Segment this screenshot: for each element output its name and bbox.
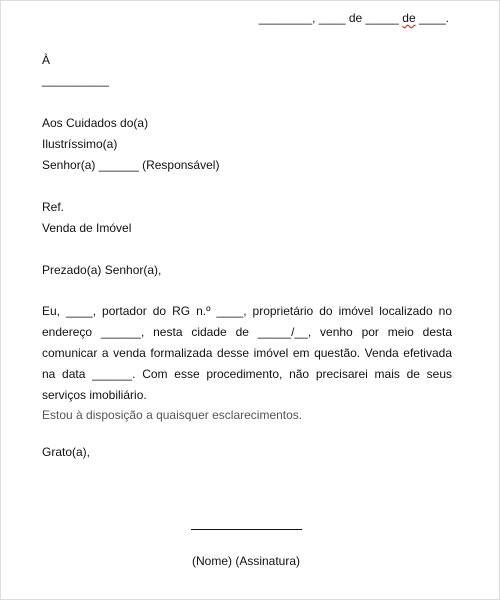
recipient-to: À bbox=[42, 53, 51, 67]
salutation: Prezado(a) Senhor(a), bbox=[42, 263, 162, 277]
signature-line bbox=[191, 529, 302, 530]
attention-line-1: Aos Cuidados do(a) bbox=[42, 116, 149, 130]
signature-label: (Nome) (Assinatura) bbox=[191, 554, 301, 568]
date-word-de-1: de bbox=[348, 11, 363, 25]
date-blank-day: ________ bbox=[258, 11, 313, 25]
date-word-de-2: de bbox=[402, 11, 416, 25]
reference-label: Ref. bbox=[42, 200, 65, 214]
date-blank-2: ____ bbox=[318, 11, 346, 25]
date-blank-year: ____. bbox=[418, 11, 449, 25]
date-line: ________, ____ de _____ de ____. bbox=[258, 11, 449, 25]
attention-line-3: Senhor(a) ______ (Responsável) bbox=[42, 158, 220, 172]
attention-line-2: Ilustríssimo(a) bbox=[42, 137, 118, 151]
recipient-name-blank: __________ bbox=[42, 73, 109, 87]
availability-sentence: Estou à disposição a quaisquer esclarecimentos. bbox=[42, 408, 303, 422]
closing: Grato(a), bbox=[42, 445, 91, 459]
body-paragraph: Eu, ____, portador do RG n.º ____, proprietário do imóvel localizado no endereço ______, nesta cidade de _____/__, venho por meio desta comunicar a venda formalizada desse imóvel em questão. Venda efetivada na data ______. Com esse procedimento, não precisarei mais de seus serviços imobiliário. bbox=[42, 304, 452, 402]
reference-subject: Venda de Imóvel bbox=[42, 221, 132, 235]
date-blank-month: _____ bbox=[365, 11, 399, 25]
